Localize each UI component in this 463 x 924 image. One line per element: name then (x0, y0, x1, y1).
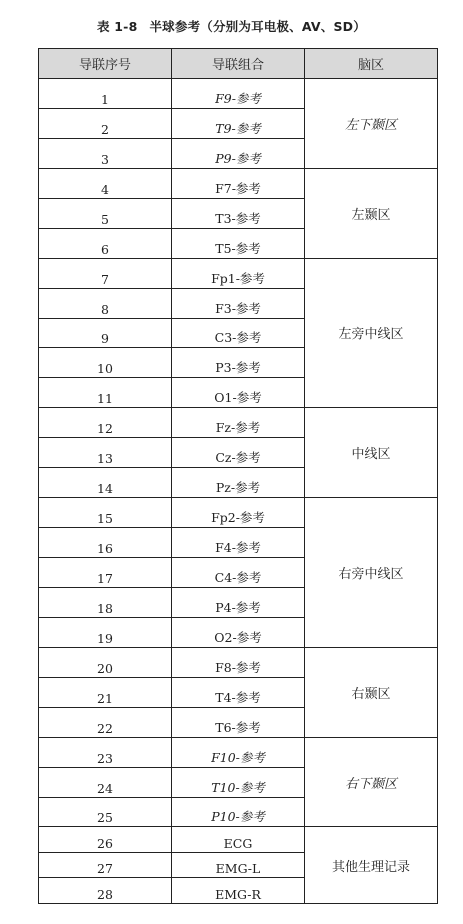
table-row (39, 827, 438, 852)
lead-combination-cell: F4-参考 (172, 528, 305, 558)
lead-number-cell: 1 (39, 79, 172, 109)
lead-number-cell: 10 (39, 348, 172, 378)
lead-number-cell: 28 (39, 878, 172, 904)
header-brain-region: 脑区 (305, 49, 438, 79)
lead-number-cell: 12 (39, 408, 172, 438)
lead-combination-cell: P9-参考 (172, 138, 305, 168)
lead-combination-cell: Fz-参考 (172, 408, 305, 438)
lead-combination-cell: T4-参考 (172, 677, 305, 707)
lead-number-cell: 16 (39, 528, 172, 558)
brain-region-cell: 中线区 (305, 408, 438, 498)
lead-number-cell: 8 (39, 288, 172, 318)
lead-combination-cell: F9-参考 (172, 79, 305, 109)
lead-combination-cell: T10-参考 (172, 767, 305, 797)
header-lead-number: 导联序号 (39, 49, 172, 79)
table-caption (0, 17, 463, 35)
header-row (39, 49, 438, 79)
lead-number-cell: 6 (39, 228, 172, 258)
lead-number-cell: 9 (39, 318, 172, 348)
brain-region-cell: 左下颞区 (305, 79, 438, 169)
montage-table (38, 48, 438, 904)
brain-region-cell: 其他生理记录 (305, 827, 438, 904)
lead-number-cell: 19 (39, 617, 172, 647)
lead-number-cell: 27 (39, 852, 172, 877)
table-row (39, 258, 438, 288)
lead-combination-cell: P3-参考 (172, 348, 305, 378)
table-row (39, 737, 438, 767)
lead-combination-cell: F10-参考 (172, 737, 305, 767)
lead-number-cell: 14 (39, 468, 172, 498)
lead-combination-cell: EMG-R (172, 878, 305, 904)
lead-number-cell: 25 (39, 797, 172, 827)
brain-region-cell: 右颞区 (305, 647, 438, 737)
table-body (39, 79, 438, 904)
lead-number-cell: 13 (39, 438, 172, 468)
lead-combination-cell: Pz-参考 (172, 468, 305, 498)
lead-combination-cell: Fp1-参考 (172, 258, 305, 288)
brain-region-cell: 左颞区 (305, 168, 438, 258)
lead-number-cell: 11 (39, 378, 172, 408)
lead-number-cell: 15 (39, 498, 172, 528)
lead-number-cell: 20 (39, 647, 172, 677)
lead-combination-cell: F8-参考 (172, 647, 305, 677)
lead-number-cell: 7 (39, 258, 172, 288)
lead-combination-cell: O1-参考 (172, 378, 305, 408)
header-lead-combination: 导联组合 (172, 49, 305, 79)
lead-number-cell: 17 (39, 558, 172, 588)
table-row (39, 498, 438, 528)
lead-combination-cell: T3-参考 (172, 198, 305, 228)
lead-combination-cell: ECG (172, 827, 305, 852)
lead-number-cell: 2 (39, 108, 172, 138)
lead-number-cell: 4 (39, 168, 172, 198)
lead-number-cell: 23 (39, 737, 172, 767)
lead-combination-cell: Fp2-参考 (172, 498, 305, 528)
table-number: 表 1-8 (97, 19, 138, 34)
brain-region-cell: 右旁中线区 (305, 498, 438, 648)
lead-combination-cell: F3-参考 (172, 288, 305, 318)
lead-combination-cell: P10-参考 (172, 797, 305, 827)
lead-combination-cell: F7-参考 (172, 168, 305, 198)
lead-number-cell: 18 (39, 587, 172, 617)
brain-region-cell: 右下颞区 (305, 737, 438, 827)
table-row (39, 168, 438, 198)
lead-number-cell: 5 (39, 198, 172, 228)
lead-combination-cell: C4-参考 (172, 558, 305, 588)
lead-combination-cell: O2-参考 (172, 617, 305, 647)
lead-number-cell: 3 (39, 138, 172, 168)
lead-combination-cell: EMG-L (172, 852, 305, 877)
table-title: 半球参考（分别为耳电极、AV、SD） (149, 19, 366, 34)
lead-combination-cell: T6-参考 (172, 707, 305, 737)
lead-number-cell: 22 (39, 707, 172, 737)
lead-number-cell: 24 (39, 767, 172, 797)
lead-combination-cell: Cz-参考 (172, 438, 305, 468)
table-row (39, 79, 438, 109)
lead-combination-cell: T5-参考 (172, 228, 305, 258)
brain-region-cell: 左旁中线区 (305, 258, 438, 408)
lead-combination-cell: T9-参考 (172, 108, 305, 138)
lead-number-cell: 26 (39, 827, 172, 852)
table-row (39, 647, 438, 677)
lead-number-cell: 21 (39, 677, 172, 707)
lead-combination-cell: C3-参考 (172, 318, 305, 348)
table-row (39, 408, 438, 438)
lead-combination-cell: P4-参考 (172, 587, 305, 617)
